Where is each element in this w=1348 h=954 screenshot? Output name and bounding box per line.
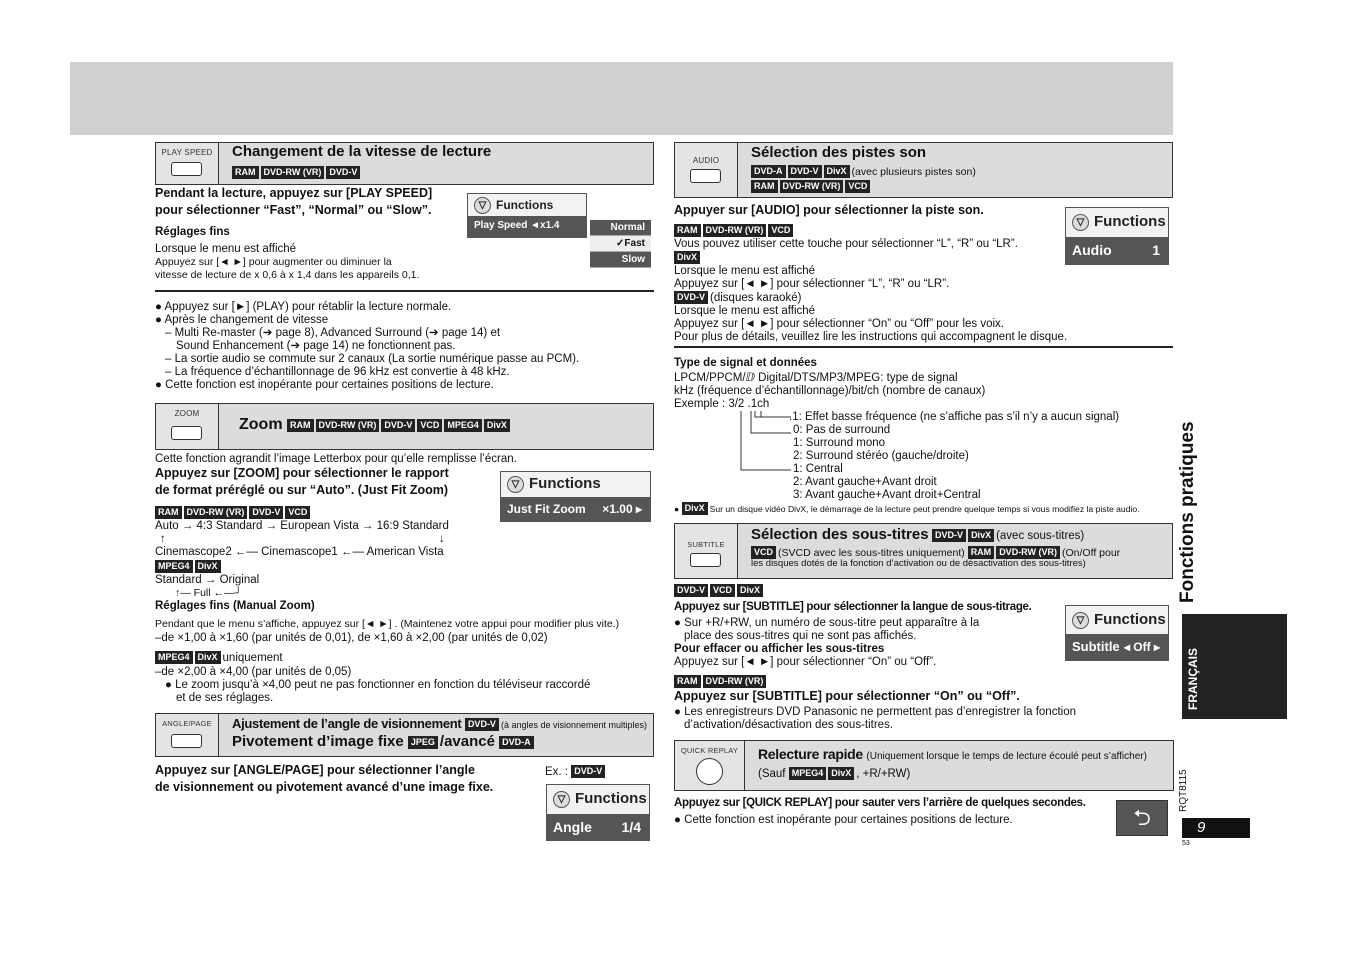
text-line: kHz (fréquence d’échantillonnage)/bit/ch (nombre de canaux) — [674, 385, 986, 397]
tag: VCD — [417, 419, 442, 432]
text-line: Lorsque le menu est affiché — [674, 305, 816, 317]
play-speed-tags — [232, 166, 362, 180]
sequence-line: ↑— Full ←—┘ — [175, 587, 242, 599]
tag: DivX — [682, 502, 708, 515]
tag: DVD-RW (VR) — [184, 506, 248, 519]
tag: MPEG4 — [444, 419, 482, 432]
functions-label: Angle — [553, 818, 592, 835]
tag: VCD — [768, 224, 793, 237]
audio-button-label: AUDIO — [692, 156, 720, 165]
functions-label: Subtitle — [1072, 638, 1120, 654]
divider — [155, 290, 654, 292]
zoom-button-icon — [171, 426, 202, 440]
signal-item: 2: Surround stéréo (gauche/droite) — [793, 450, 969, 462]
functions-value: Play Speed ◄x1.4 — [474, 220, 560, 232]
text-line: LPCM/PPCM/ⅅ Digital/DTS/MP3/MPEG: type de signal — [674, 372, 958, 384]
text: Ex. : — [545, 766, 569, 778]
signal-item: 0: Pas de surround — [793, 424, 891, 436]
functions-title: Functions — [529, 475, 601, 493]
zoom-button-label: ZOOM — [174, 409, 200, 418]
subtitle-notes-a — [674, 617, 979, 669]
tag-note: les disques dotés de la fonction d’activation ou de désactivation des sous-titres) — [751, 558, 1086, 569]
tag: RAM — [751, 180, 778, 193]
signal-lines — [674, 372, 985, 411]
language-tab — [1182, 614, 1287, 719]
functions-value: 1/4 — [621, 818, 641, 835]
audio-instruction: Appuyer sur [AUDIO] pour sélectionner la piste son. — [674, 203, 984, 217]
text-line: –de ×1,00 à ×1,60 (par unités de 0,01), de ×1,60 à ×2,00 (par unités de 0,02) — [155, 632, 548, 644]
tag: DVD-V — [249, 506, 283, 519]
signal-item: 3: Avant gauche+Avant droit+Central — [793, 489, 981, 501]
signal-note: ● DivX Sur un disque vidéo DivX, le démarrage de la lecture peut prendre quelque temps si vous modifiez la piste audio. — [674, 503, 1140, 514]
tag: VCD — [285, 506, 310, 519]
text-line: pour sélectionner “Fast”, “Normal” ou “Slow”. — [155, 202, 432, 217]
text-line: Appuyez sur [◄ ►] pour augmenter ou diminuer la — [155, 256, 392, 269]
angle-title-text: /avancé — [439, 733, 495, 750]
note-line: et de ses réglages. — [176, 692, 274, 704]
audio-tags-1 — [751, 165, 976, 178]
zoom-title-row — [239, 416, 512, 433]
functions-icon: ▽ — [553, 791, 570, 808]
angle-title-text: Pivotement d’image fixe — [232, 733, 404, 750]
text-line: de format préréglé ou sur “Auto”. (Just Fit Zoom) — [155, 482, 449, 497]
angle-functions-box — [546, 784, 650, 841]
note-line: – La sortie audio se commute sur 2 canaux (La sortie numérique passe au PCM). — [165, 353, 580, 365]
play-speed-title: Changement de la vitesse de lecture — [232, 143, 492, 160]
functions-icon: ▽ — [1072, 612, 1089, 629]
tag: DivX — [674, 251, 700, 264]
replay-screen-icon: ⮌ — [1116, 800, 1168, 836]
zoom-header — [155, 403, 654, 450]
tag: DVD-V — [571, 765, 605, 778]
tag: DivX — [828, 767, 854, 780]
tag: DVD-V — [674, 291, 708, 304]
angle-button-icon — [171, 734, 202, 748]
text: (disques karaoké) — [710, 292, 802, 304]
sequence-line: Auto → 4:3 Standard → European Vista → 16:9 Standard — [155, 520, 449, 532]
text: Sur un disque vidéo DivX, le démarrage de la lecture peut prendre quelque temps si vous modifiez la piste audio. — [709, 504, 1140, 514]
play-speed-menu — [590, 220, 651, 268]
play-speed-header — [155, 142, 654, 185]
tag: DivX — [195, 560, 221, 573]
text-line: Appuyez sur [◄ ►] pour sélectionner “L”, “R” ou “LR”. — [674, 278, 950, 290]
tag: VCD — [845, 180, 870, 193]
play-speed-button-label: PLAY SPEED — [161, 148, 213, 157]
tag: MPEG4 — [155, 560, 193, 573]
functions-icon: ▽ — [1072, 214, 1089, 231]
subtitle-notes-b — [674, 706, 1076, 732]
arrow-up-icon: ↑ — [160, 533, 166, 545]
tag: MPEG4 — [789, 767, 827, 780]
audio-button-icon — [690, 169, 721, 183]
tag: DVD-RW (VR) — [780, 180, 844, 193]
replay-note: ● Cette fonction est inopérante pour certaines positions de lecture. — [674, 814, 1013, 826]
note-line: ● Les enregistreurs DVD Panasonic ne permettent pas d’enregistrer la fonction — [674, 706, 1076, 718]
note-line: Sound Enhancement (➔ page 14) ne fonctionnent pas. — [176, 340, 456, 352]
functions-value: ◂ Off ▸ — [1123, 639, 1160, 654]
tag: RAM — [155, 506, 182, 519]
note-line: ● Le zoom jusqu’à ×4,00 peut ne pas fonctionner en fonction du téléviseur raccordé — [165, 679, 591, 691]
signal-item: 1: Central — [793, 463, 843, 475]
angle-title-2 — [232, 734, 536, 750]
text: (Sauf — [758, 768, 786, 780]
tag: DivX — [484, 419, 510, 432]
angle-title-note: (à angles de visionnement multiples) — [500, 720, 648, 730]
note-line: – La fréquence d’échantillonnage de 96 kHz est convertie à 48 kHz. — [165, 366, 510, 378]
subtitle-functions-box — [1065, 605, 1169, 661]
signal-item: 1: Surround mono — [793, 437, 886, 449]
play-speed-functions-box — [467, 193, 587, 238]
sequence-line: Standard → Original — [155, 574, 260, 586]
subtitle-tags-a — [674, 584, 765, 598]
tag: DVD-A — [751, 165, 786, 178]
tag: DVD-V — [465, 718, 499, 731]
tag: DivX — [824, 165, 850, 178]
zoom-fine-title: Réglages fins (Manual Zoom) — [155, 600, 315, 612]
replay-title-note: (Uniquement lorsque le temps de lecture écoulé peut s’afficher) — [866, 751, 1147, 762]
angle-title-1 — [232, 717, 647, 732]
text-line: Appuyez sur [ANGLE/PAGE] pour sélectionner l’angle — [155, 763, 475, 777]
note-line: – Multi Re-master (➔ page 8), Advanced Surround (➔ page 14) et — [165, 327, 501, 339]
functions-icon: ▽ — [474, 197, 491, 214]
note-line: d’activation/désactivation des sous-titres. — [684, 719, 894, 731]
note-line: ● Après le changement de vitesse — [155, 314, 329, 326]
play-speed-fine-text — [155, 243, 419, 281]
note-line: ● Appuyez sur [►] (PLAY) pour rétablir la lecture normale. — [155, 301, 452, 313]
tag: DVD-RW (VR) — [703, 224, 767, 237]
subtitle-header — [674, 523, 1173, 579]
tag: DVD-V — [788, 165, 822, 178]
tag: RAM — [232, 166, 259, 179]
tag-note: (On/Off pour — [1062, 547, 1121, 559]
text-line: Vous pouvez utiliser cette touche pour sélectionner “L”, “R” ou “LR”. — [674, 238, 1018, 250]
audio-details — [674, 224, 1067, 344]
text-line: Lorsque le menu est affiché — [674, 265, 816, 277]
zoom-intro: Cette fonction agrandit l’image Letterbox pour qu’elle remplisse l’écran. — [155, 453, 517, 465]
tag-note: (SVCD avec les sous-titres uniquement) — [778, 547, 965, 559]
tag: DVD-RW (VR) — [996, 546, 1060, 559]
tag: DVD-RW (VR) — [703, 675, 767, 688]
play-speed-button-icon — [171, 162, 202, 176]
subtitle-button-label: SUBTITLE — [687, 540, 725, 549]
arrow-down-icon: ↓ — [439, 533, 445, 545]
tag: RAM — [674, 675, 701, 688]
audio-header — [674, 142, 1173, 198]
divider — [674, 346, 1173, 348]
tag: DVD-V — [932, 529, 966, 542]
functions-label: Audio — [1072, 241, 1112, 258]
audio-tags-2 — [751, 180, 872, 194]
side-title: Fonctions pratiques — [1177, 421, 1198, 603]
angle-button-label: ANGLE/PAGE — [162, 719, 212, 728]
zoom-sequence — [155, 506, 619, 705]
audio-functions-box — [1065, 207, 1169, 265]
functions-value: 1 — [1152, 241, 1160, 258]
tag: JPEG — [408, 736, 438, 749]
text-line: Pendant que le menu s’affiche, appuyez sur [◄ ►] . (Maintenez votre appui pour modifier plus vite.) — [155, 618, 620, 630]
functions-title: Functions — [1094, 213, 1166, 231]
text-line: Appuyez sur [◄ ►] pour sélectionner “On” ou “Off”. — [674, 656, 937, 668]
menu-item-normal: Normal — [590, 220, 651, 236]
replay-title-row — [758, 747, 1147, 763]
zoom-instruction — [155, 467, 449, 497]
tag: RAM — [287, 419, 314, 432]
angle-title-text: Ajustement de l’angle de visionnement — [232, 716, 462, 731]
audio-title: Sélection des pistes son — [751, 144, 927, 161]
note-line: ● Cette fonction est inopérante pour certaines positions de lecture. — [155, 379, 494, 391]
signal-item: .1: Effet basse fréquence (ne s’affiche pas s’il n’y a aucun signal) — [789, 411, 1120, 423]
tag: DivX — [737, 584, 763, 597]
play-speed-instruction — [155, 187, 432, 217]
subtitle-tags-b — [674, 675, 768, 689]
play-speed-notes — [155, 301, 579, 392]
text-line: vitesse de lecture de x 0,6 à x 1,4 dans les appareils 0,1. — [155, 268, 420, 281]
tag-note: (avec plusieurs pistes son) — [851, 166, 976, 178]
tag: DivX — [968, 529, 994, 542]
angle-instruction — [155, 764, 493, 794]
text-line: de visionnement ou pivotement avancé d’une image fixe. — [155, 779, 494, 794]
tag: MPEG4 — [155, 651, 193, 664]
text-line: Pour plus de détails, veuillez lire les instructions qui accompagnent le disque. — [674, 331, 1068, 343]
functions-icon: ▽ — [507, 476, 524, 493]
replay-button-label: QUICK REPLAY — [680, 746, 739, 755]
text-line: Exemple : 3/2 .1ch — [674, 398, 770, 410]
menu-item-fast: ✓Fast — [590, 236, 651, 252]
tag: DVD-V — [674, 584, 708, 597]
tag: VCD — [710, 584, 735, 597]
subtitle-instruction-a: Appuyez sur [SUBTITLE] pour sélectionner la langue de sous-titrage. — [674, 601, 1032, 613]
subtitle-button-icon — [690, 553, 721, 567]
tag: VCD — [751, 546, 776, 559]
tag: DVD-A — [499, 736, 534, 749]
signal-items — [789, 411, 1119, 502]
note-line: ● Sur +R/+RW, un numéro de sous-titre peut apparaître à la — [674, 617, 980, 629]
tag: DVD-RW (VR) — [316, 419, 380, 432]
signal-title: Type de signal et données — [674, 357, 817, 369]
replay-instruction: Appuyez sur [QUICK REPLAY] pour sauter vers l’arrière de quelques secondes. — [674, 797, 1086, 809]
tag: RAM — [674, 224, 701, 237]
angle-header — [155, 713, 654, 757]
top-band — [70, 62, 1173, 135]
play-speed-fine-title: Réglages fins — [155, 226, 230, 238]
subtitle-instruction-b: Appuyez sur [SUBTITLE] pour sélectionner “On” ou “Off”. — [674, 689, 1020, 703]
tag: RAM — [968, 546, 995, 559]
replay-title: Relecture rapide — [758, 746, 863, 762]
functions-title: Functions — [575, 790, 647, 808]
angle-example — [545, 765, 607, 778]
tag: DVD-RW (VR) — [261, 166, 325, 179]
zoom-title: Zoom — [239, 416, 283, 433]
tag-note: (avec sous-titres) — [996, 530, 1085, 542]
page-number: 9 — [1182, 818, 1250, 838]
tag: DVD-V — [381, 419, 415, 432]
text-line: Appuyez sur [ZOOM] pour sélectionner le rapport — [155, 466, 449, 480]
sequence-line: Cinemascope2 ←— Cinemascope1 ←— American Vista — [155, 546, 444, 558]
signal-bracket-lines — [735, 409, 795, 496]
functions-title: Functions — [1094, 610, 1166, 628]
menu-item-slow: Slow — [590, 252, 651, 268]
text-line: –de ×2,00 à ×4,00 (par unités de 0,05) — [155, 666, 352, 678]
text: , +R/+RW) — [856, 768, 911, 780]
functions-label: Just Fit Zoom — [507, 502, 586, 517]
doc-code: RQT8115 — [1178, 769, 1189, 812]
text-line: Lorsque le menu est affiché — [155, 243, 297, 255]
functions-value: ×1.00 ▸ — [602, 502, 642, 517]
tag: DVD-V — [326, 166, 360, 179]
subtitle-title-row — [751, 527, 1084, 543]
signal-item: 2: Avant gauche+Avant droit — [793, 476, 937, 488]
tag: DivX — [195, 651, 221, 664]
replay-header — [674, 740, 1174, 791]
note-line: place des sous-titres qui ne sont pas affichés. — [684, 630, 917, 642]
language-tab-label: FRANÇAIS — [1186, 648, 1200, 710]
replay-sub-row — [758, 767, 910, 780]
text-line: Pendant la lecture, appuyez sur [PLAY SPEED] — [155, 186, 433, 200]
small-number: 53 — [1182, 840, 1190, 847]
text-line: Appuyez sur [◄ ►] pour sélectionner “On” ou “Off” pour les voix. — [674, 318, 1004, 330]
replay-button-icon — [696, 758, 723, 785]
functions-title: Functions — [496, 197, 554, 212]
subtitle-erase-title: Pour effacer ou afficher les sous-titres — [674, 643, 885, 655]
subtitle-title: Sélection des sous-titres — [751, 526, 929, 543]
text-line: uniquement — [222, 652, 283, 664]
